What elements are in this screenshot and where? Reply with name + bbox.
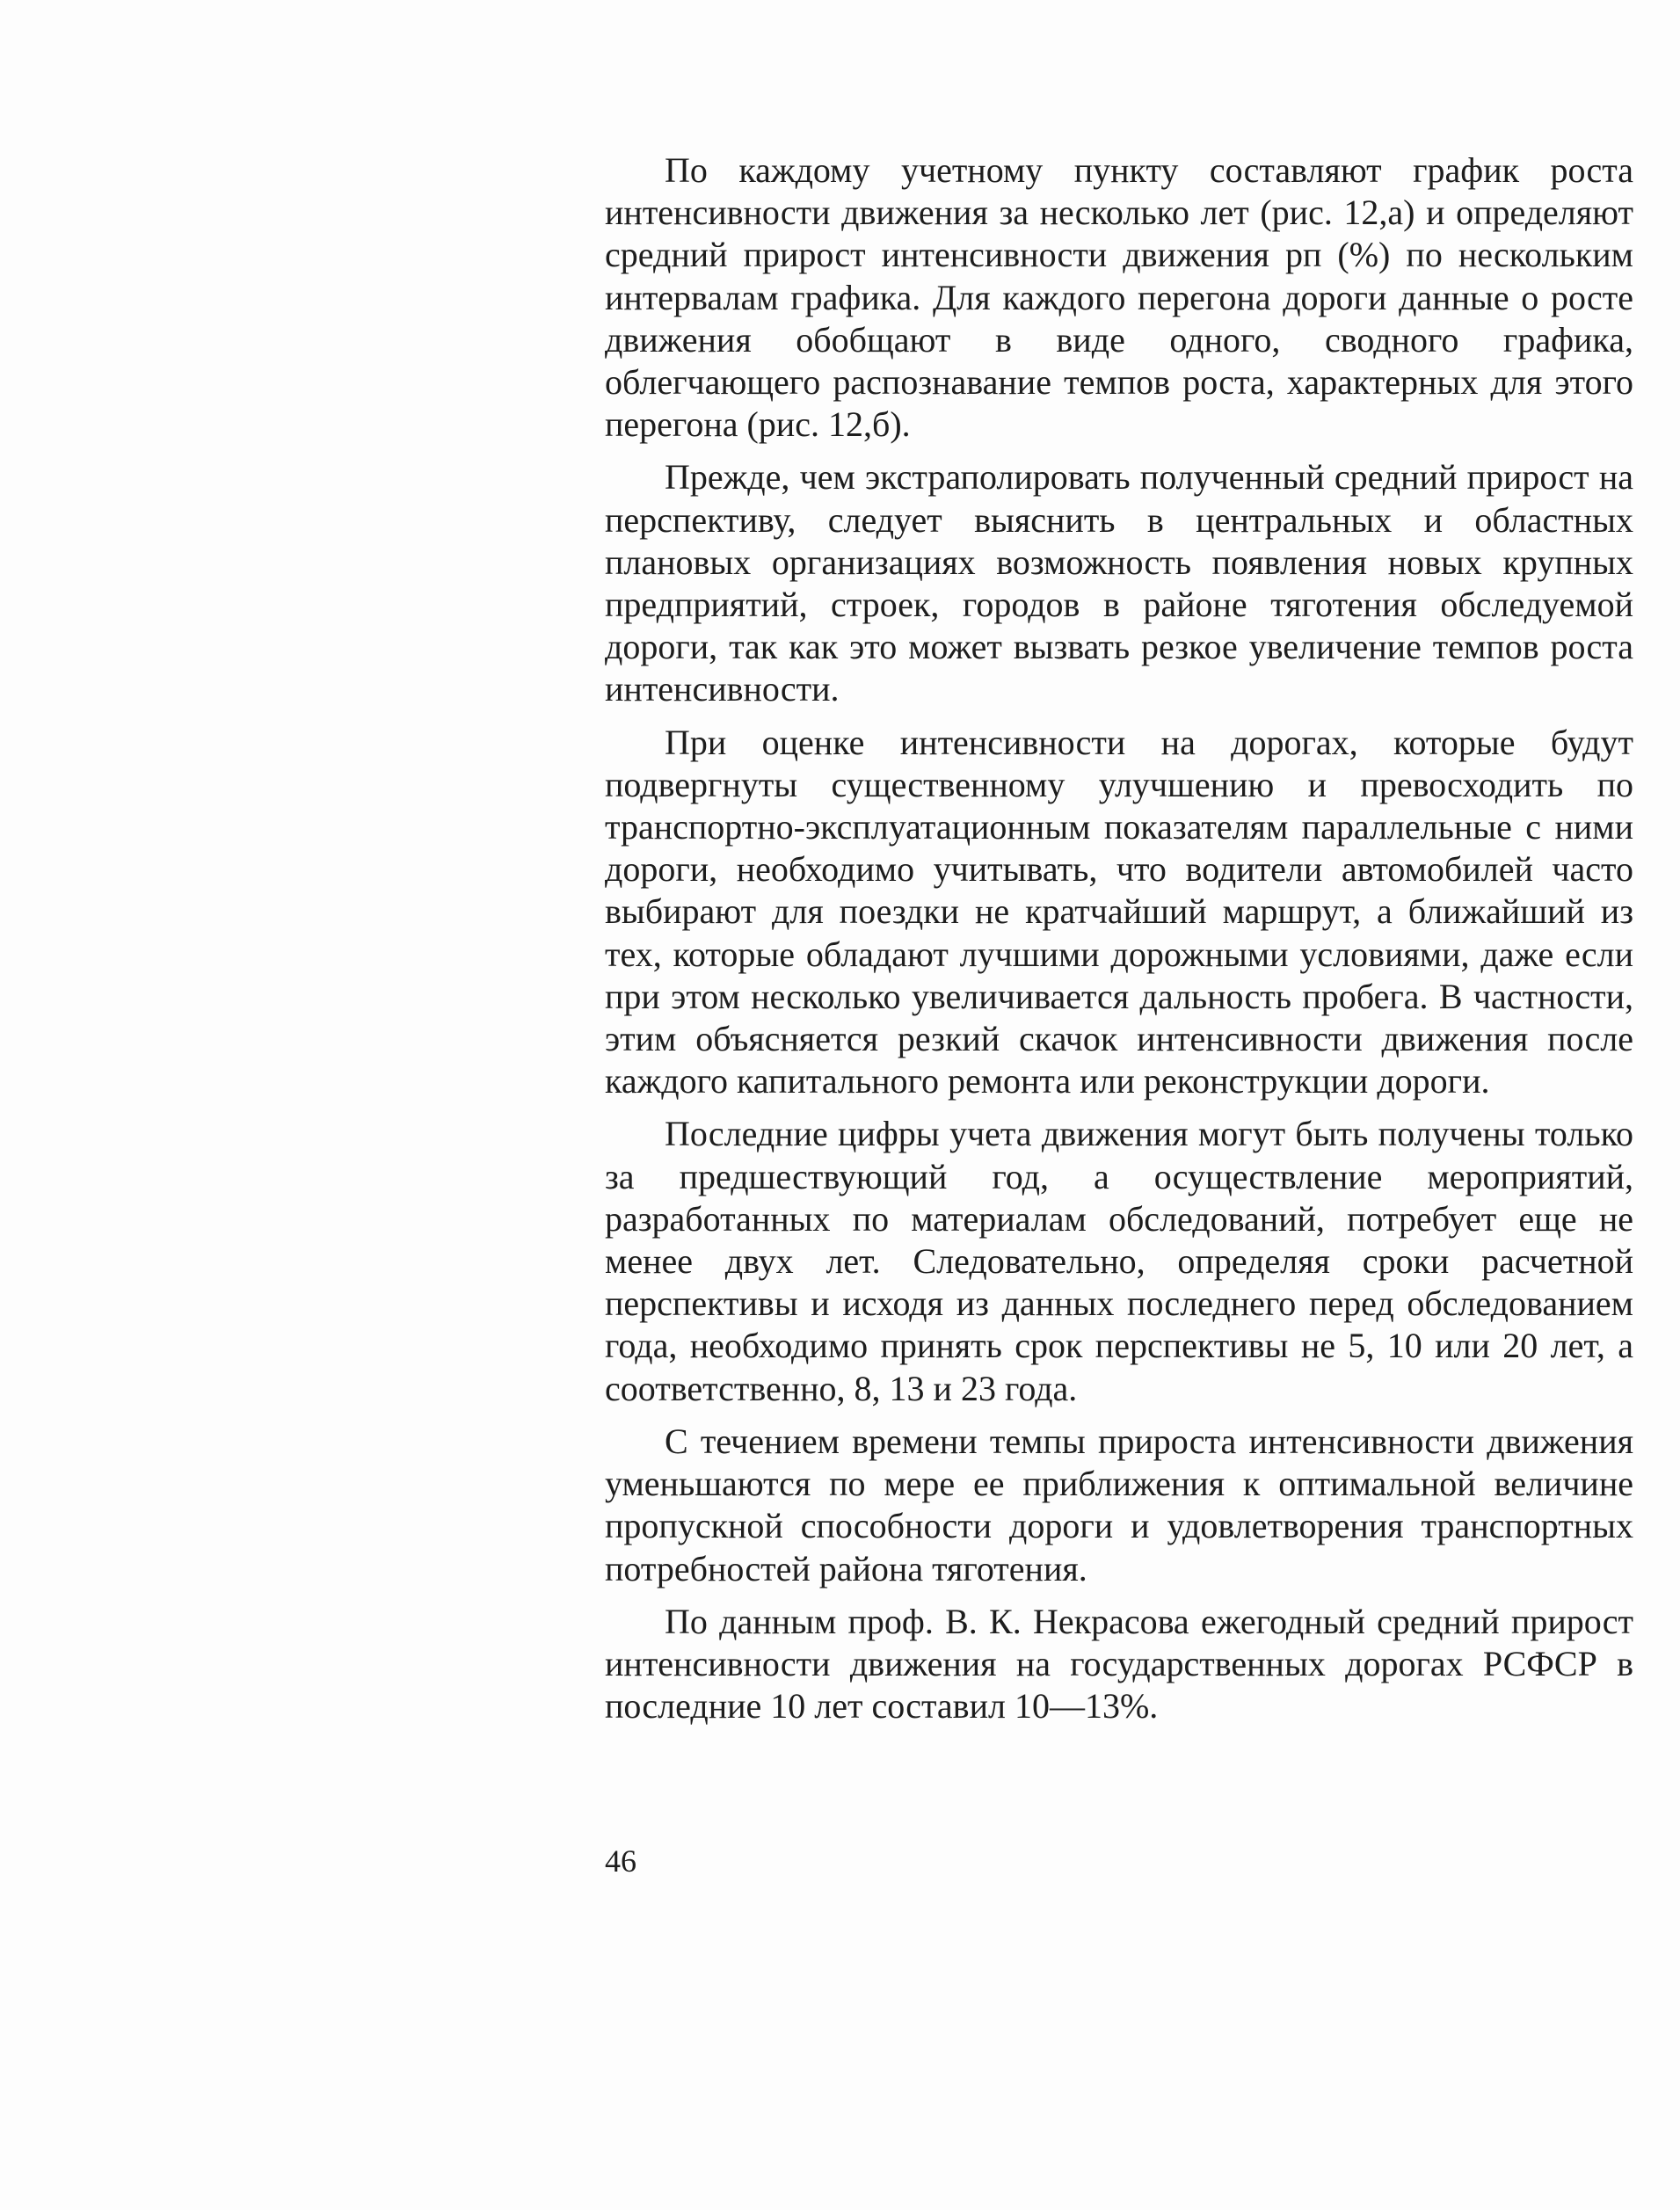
paragraph-3: При оценке интенсивности на дорогах, которые будут подвергнуты существенному улучшению и превосходить по транспортно-эксплуатационным показателям параллельные с ними дороги, необходимо учитывать, что водители автомобилей часто выбирают для поездки не кратчайший маршрут, а ближайший из тех, которые обладают лучшими дорожными условиями, даже если при этом несколько увеличивается дальность пробега. В частности, этим объясняется резкий скачок интенсивности движения после каждого капитального ремонта или реконструкции дороги. <box>605 722 1633 1101</box>
body-text <box>605 149 1633 1738</box>
paragraph-2: Прежде, чем экстраполировать полученный средний прирост на перспективу, следует выяснить в центральных и областных плановых организациях возможность появления новых крупных предприятий, строек, городов в районе тяготения обследуемой дороги, так как это может вызвать резкое увеличение темпов роста интенсивности. <box>605 457 1633 709</box>
page-number: 46 <box>605 1843 636 1879</box>
paragraph-4: Последние цифры учета движения могут быть получены только за предшествующий год, а осуществление мероприятий, разработанных по материалам обследований, потребует еще не менее двух лет. Следовательно, определяя сроки расчетной перспективы и исходя из данных последнего перед обследованием года, необходимо принять срок перспективы не 5, 10 или 20 лет, а соответственно, 8, 13 и 23 года. <box>605 1114 1633 1408</box>
paragraph-1: По каждому учетному пункту составляют график роста интенсивности движения за несколько лет (рис. 12,а) и определяют средний прирост интенсивности движения pп (%) по нескольким интервалам графика. Для каждого перегона дороги данные о росте движения обобщают в виде одного, сводного графика, облегчающего распознавание темпов роста, характерных для этого перегона (рис. 12,б). <box>605 150 1633 445</box>
paragraph-5: С течением времени темпы прироста интенсивности движения уменьшаются по мере ее приближения к оптимальной величине пропускной способности дороги и удовлетворения транспортных потребностей района тяготения. <box>605 1421 1633 1588</box>
paragraph-6: По данным проф. В. К. Некрасова ежегодный средний прирост интенсивности движения на государственных дорогах РСФСР в последние 10 лет составил 10—13%. <box>605 1601 1633 1727</box>
